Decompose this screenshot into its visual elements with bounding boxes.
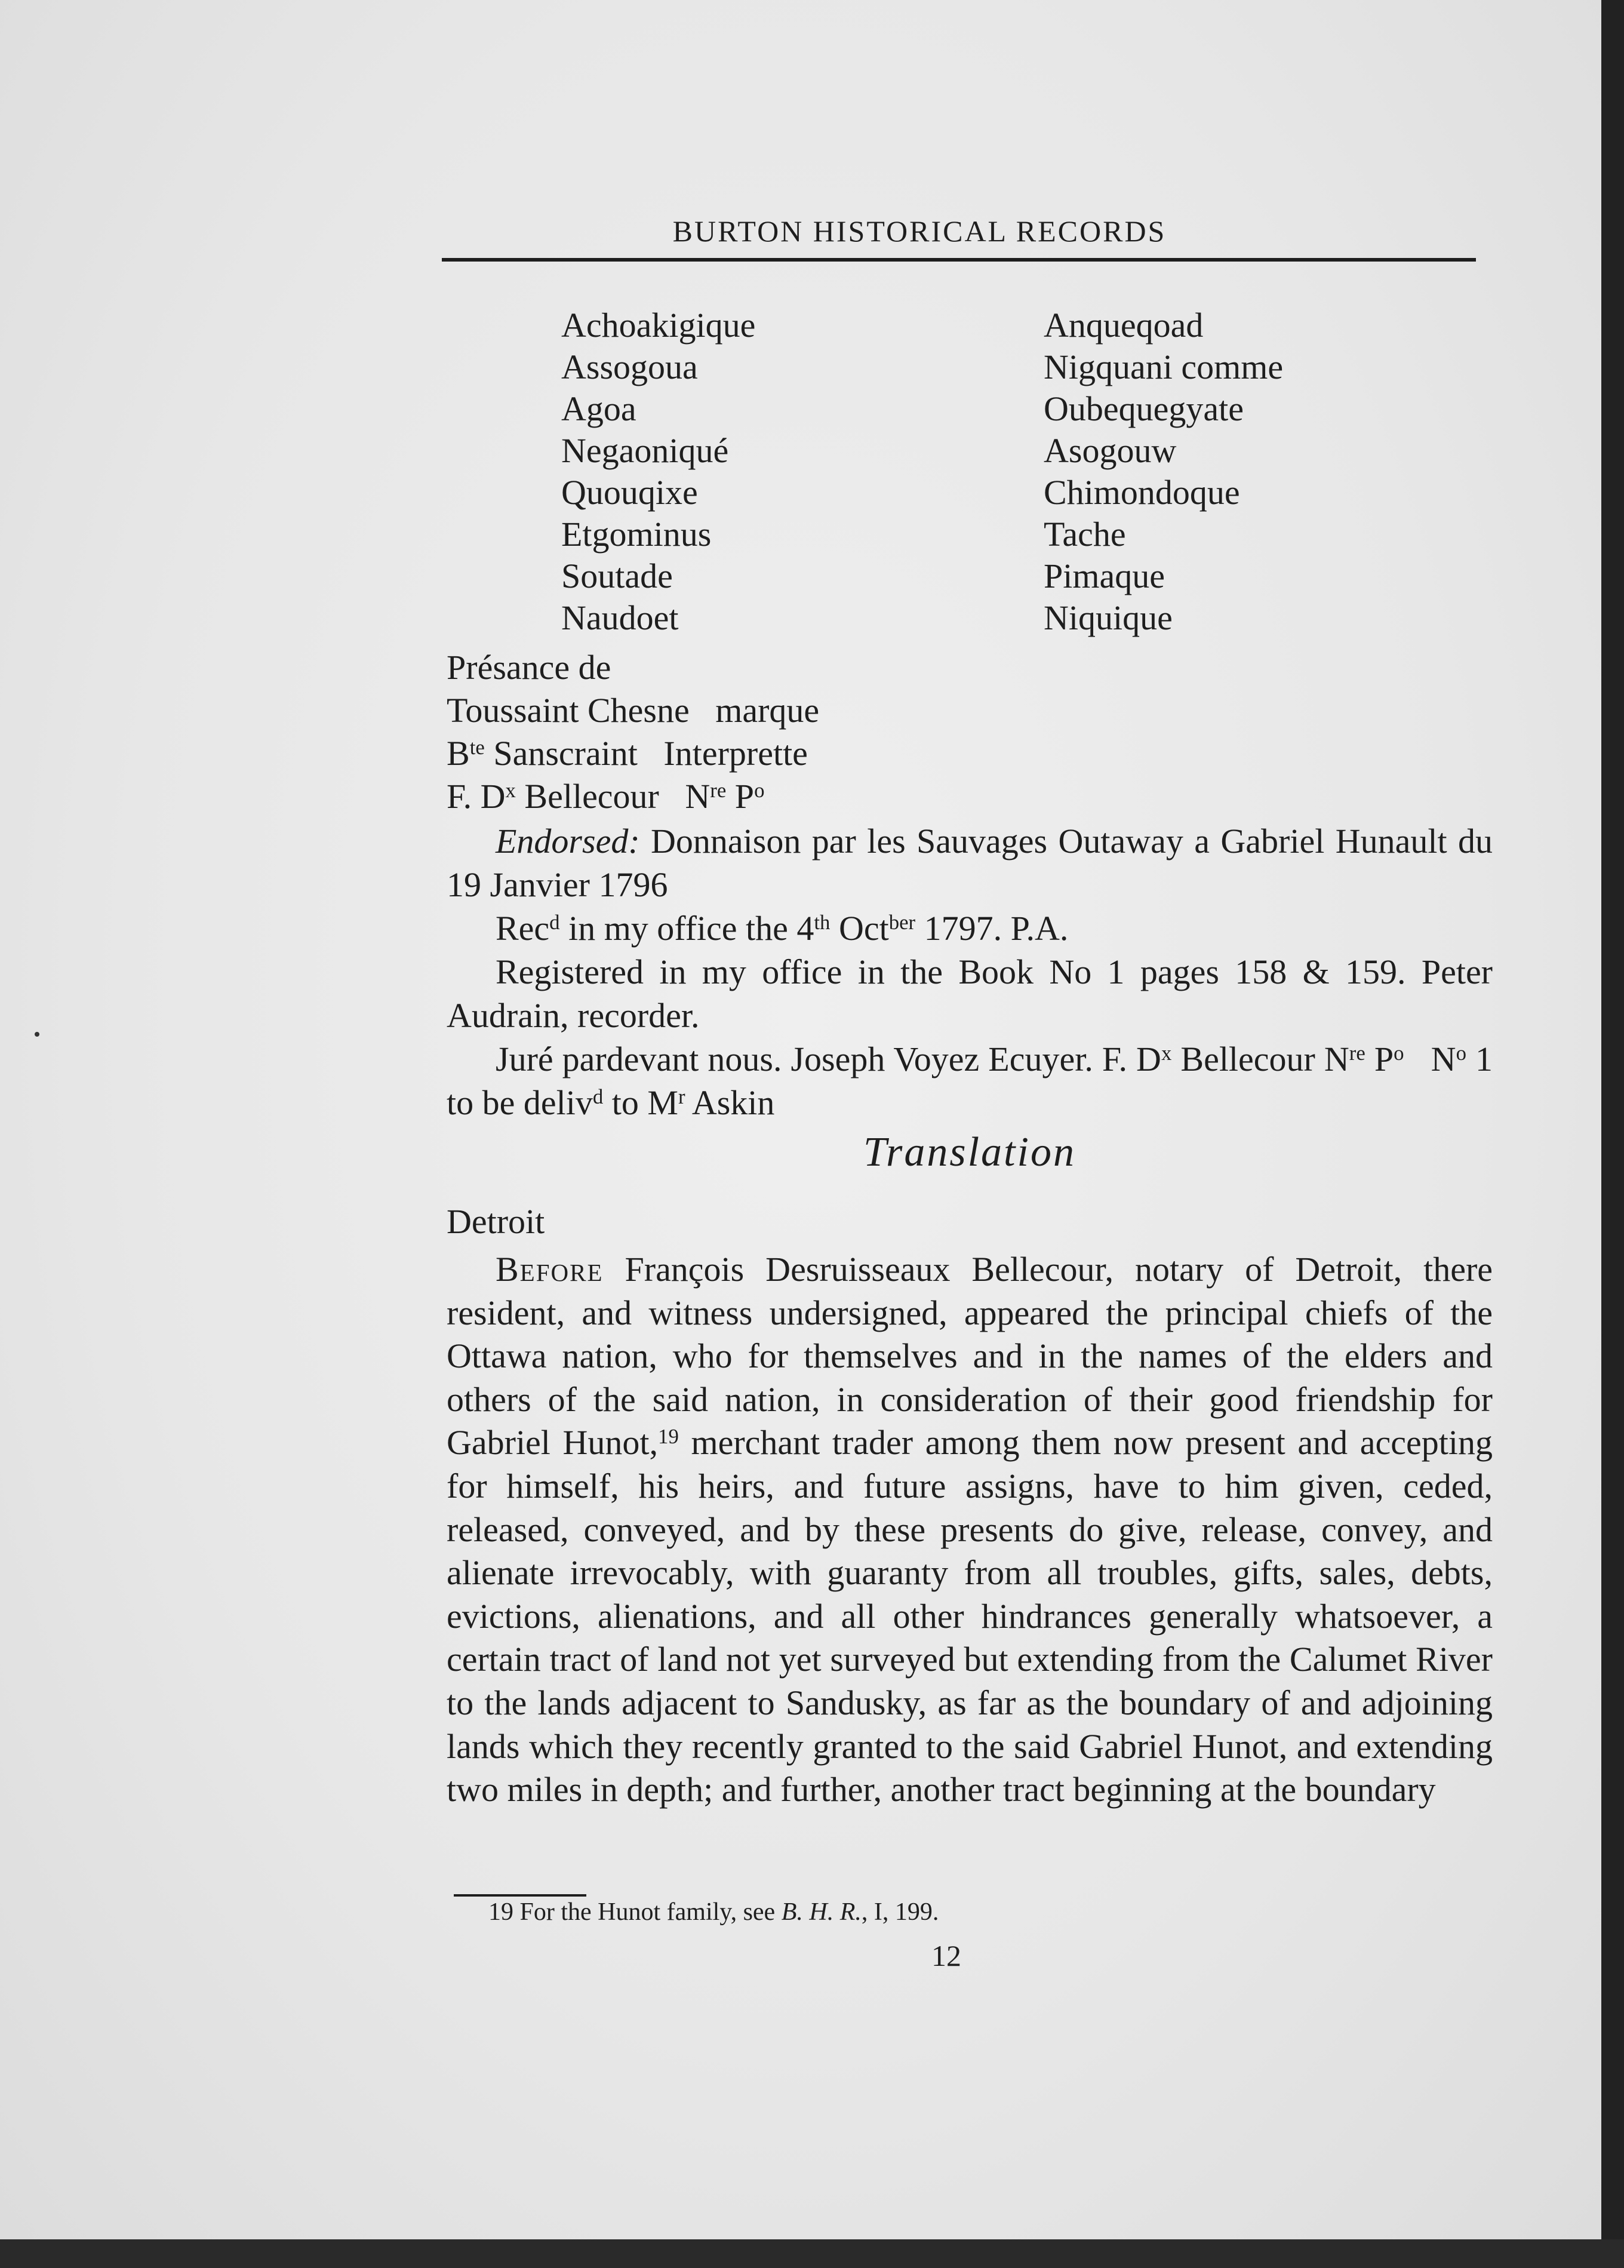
name-entry: Assogoua	[561, 348, 698, 386]
name-entry: Oubequegyate	[1044, 389, 1244, 428]
name-entry: Anqueqoad	[1044, 306, 1204, 345]
signature-line: F. $D^x$ Bellecour $N^{re}$ $P^o$	[447, 777, 765, 816]
name-entry: Pimaque	[1044, 557, 1165, 595]
header-rule	[442, 258, 1476, 262]
name-entry: Chimondoque	[1044, 473, 1240, 512]
translation-body	[447, 1248, 1493, 1812]
section-heading: Translation	[863, 1129, 1076, 1175]
footnote: 19 For the Hunot family, see B. H. R., I, 199.	[488, 1898, 939, 1926]
running-title: BURTON HISTORICAL RECORDS	[672, 214, 1167, 248]
footnote-number: 19	[488, 1898, 513, 1926]
name-entry: Negaoniqué	[561, 431, 729, 470]
endorsed-label: Endorsed:	[496, 822, 640, 861]
name-entry: Agoa	[561, 389, 636, 428]
signature-line: Toussaint Chesne marque	[447, 691, 820, 730]
paper-speck	[35, 1032, 39, 1037]
name-entry: Naudoet	[561, 598, 679, 637]
page-number: 12	[931, 1939, 961, 1972]
name-entry: Asogouw	[1044, 431, 1177, 470]
name-entry: Tache	[1044, 515, 1126, 554]
place-line: Detroit	[447, 1202, 545, 1241]
signature-line: $B^{te}$ Sanscraint Interprette	[447, 734, 808, 773]
registered-paragraph: Registered in my office in the Book No 1 pages 158 & 159. Peter Audrain, recorder.	[447, 952, 1493, 1035]
footnote-reference: 19	[658, 1425, 679, 1449]
name-entry: Etgominus	[561, 515, 712, 554]
footnote-citation: B. H. R.	[781, 1898, 862, 1926]
received-paragraph: Rec$^d$ in my office the 4th Oct$^{ber}$ 1797. P.A.	[496, 909, 1069, 948]
name-entry: Niquique	[1044, 598, 1173, 637]
translation-paragraph: Before François Desruisseaux Bellecour, notary of Detroit, there resident, and witness undersigned, appeared the principal chiefs of the Ottawa nation, who for themselves and in the names of the elders and others of the said nation, in consideration of their good friendship for Gabriel Hunot,$^{19}$ merchant trader among them now present and accepting for himself, his heirs, and future assigns, have to him given, ceded, released, conveyed, and by these presents do give, release, convey, and alienate irrevocably, with guaranty from all troubles, gifts, sales, debts, evictions, alienations, and all other hindrances generally whatsoever, a certain tract of land not yet surveyed but extending from the Calumet River to the lands adjacent to Sandusky, as far as the boundary of and adjoining lands which they recently granted to the said Gabriel Hunot, and extending two miles in depth; and further, another tract beginning at the boundary	[447, 1250, 1493, 1809]
endorsement-block	[447, 819, 1493, 1124]
name-entry: Soutade	[561, 557, 673, 595]
lead-word: Before	[496, 1250, 604, 1289]
names-column-right	[1044, 305, 1283, 639]
name-entry: Nigquani comme	[1044, 348, 1284, 386]
name-entry: Quouqixe	[561, 473, 698, 512]
footnote-rule	[454, 1894, 586, 1897]
jure-paragraph: Juré pardevant nous. Joseph Voyez Ecuyer. F. $D^x$ Bellecour $N^{re}$ $P^o$ $N^o$ 1 to be deliv$^d$ to $M^r$ Askin	[447, 1040, 1493, 1122]
endorsement-paragraph: Endorsed: Donnaison par les Sauvages Outaway a Gabriel Hunault du 19 Janvier 1796	[447, 822, 1493, 904]
name-entry: Achoakigique	[561, 306, 756, 345]
scan-edge-bottom	[0, 2239, 1624, 2268]
names-column-left	[561, 305, 755, 639]
scan-edge-right	[1601, 0, 1624, 2268]
signature-block	[447, 646, 819, 818]
signature-line: Présance de	[447, 648, 611, 687]
